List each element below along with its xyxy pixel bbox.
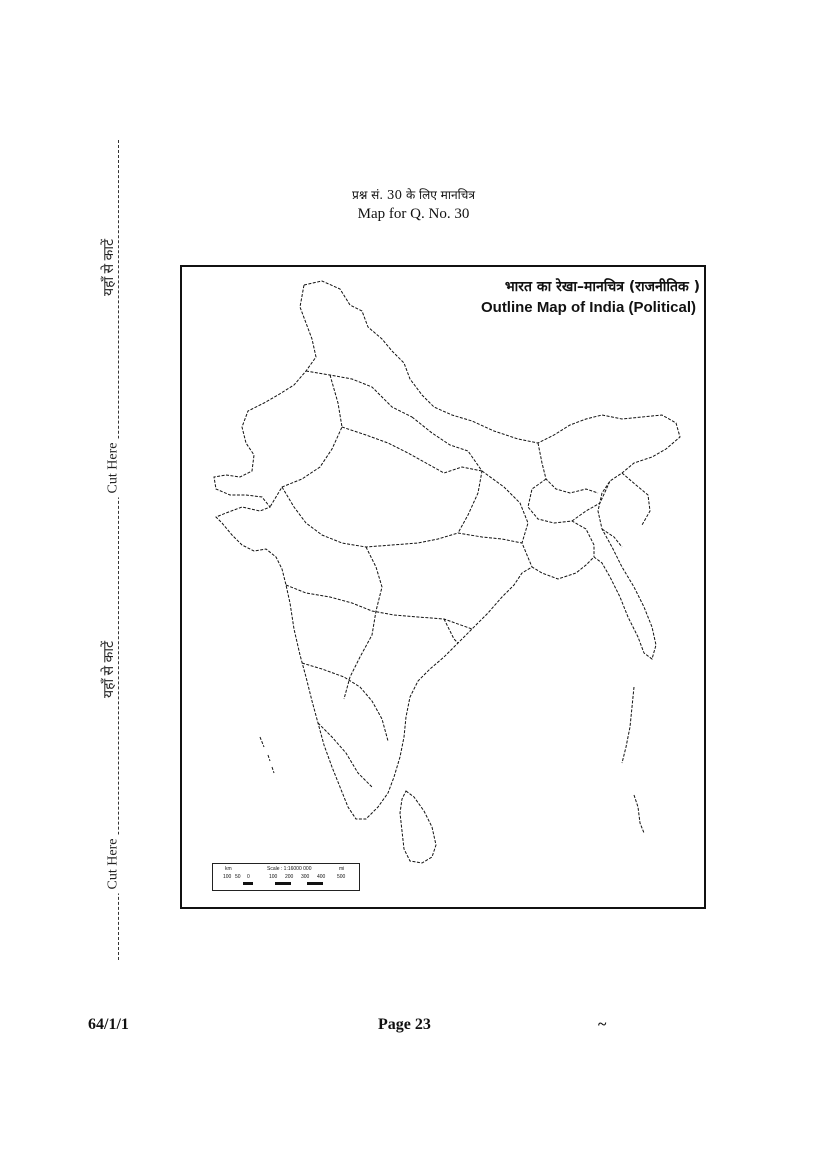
state-boundary [302, 663, 388, 741]
footer-page: Page 23 [378, 1016, 431, 1033]
scale-bar-segment [307, 882, 323, 885]
india-outline-map [182, 267, 704, 907]
cut-label-hindi-top: यहाँ से काटें [99, 235, 118, 300]
state-boundary [270, 375, 342, 507]
heading-hindi: प्रश्न सं. 30 के लिए मानचित्र [352, 188, 475, 202]
state-boundary [282, 487, 522, 547]
cut-label-english-top: Cut Here [105, 439, 121, 498]
sri-lanka-outline [400, 791, 436, 863]
state-boundary [318, 723, 372, 787]
cut-label-hindi-bottom: यहाँ से काटें [99, 637, 118, 702]
india-boundary [214, 281, 680, 819]
footer-mark: ~ [598, 1016, 607, 1033]
scale-mi-label: mi [339, 866, 345, 872]
scale-tick: 200 [285, 874, 294, 880]
state-boundary [342, 427, 482, 473]
lakshadweep-islands [260, 737, 274, 773]
cut-label-english-bottom: Cut Here [105, 835, 121, 894]
scale-tick: 100 [269, 874, 278, 880]
state-boundary [344, 547, 382, 699]
map-frame [180, 265, 706, 909]
scale-tick: 50 [235, 874, 241, 880]
scale-tick: 300 [301, 874, 310, 880]
andaman-islands [622, 687, 634, 763]
state-boundary [622, 473, 650, 525]
scale-km-label: km [225, 866, 232, 872]
footer-code: 64/1/1 [88, 1016, 129, 1033]
map-title-english: Outline Map of India (Political) [480, 299, 696, 316]
scale-bar-segment [243, 882, 253, 885]
state-boundary [306, 371, 412, 417]
scale-tick: 500 [337, 874, 346, 880]
scale-bar [212, 863, 360, 891]
state-boundary [444, 619, 458, 643]
state-boundary [482, 471, 532, 567]
state-boundary [538, 443, 598, 493]
state-boundary [602, 529, 622, 547]
nicobar-islands [634, 795, 644, 833]
state-boundary [286, 585, 472, 629]
state-boundary [412, 417, 482, 533]
map-title-hindi: भारत का रेखा–मानचित्र (राजनीतिक ) [504, 279, 700, 295]
state-boundary [572, 481, 610, 521]
scale-tick: 0 [247, 874, 250, 880]
scale-bar-segment [275, 882, 291, 885]
heading-english: Map for Q. No. 30 [357, 206, 470, 222]
scale-tick: 400 [317, 874, 326, 880]
scale-ratio: Scale : 1:16000 000 [267, 866, 312, 872]
scale-tick: 100 [223, 874, 232, 880]
